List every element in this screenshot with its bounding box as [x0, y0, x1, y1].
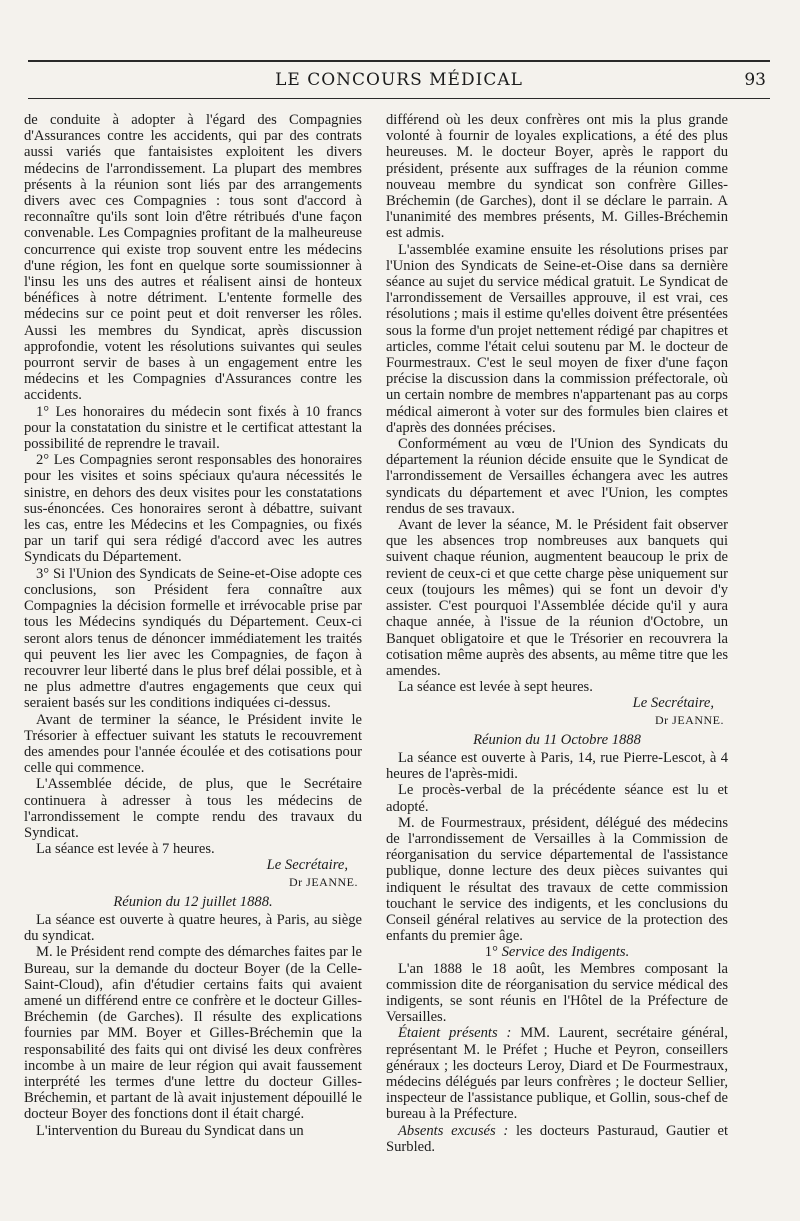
- paragraph: L'an 1888 le 18 août, les Membres composant la commission dite de réorganisation du service médical des indigents, se sont réunis en l'Hôtel de la Préfecture de Versailles.: [386, 960, 728, 1026]
- paragraph-lead: Étaient présents :: [398, 1025, 512, 1042]
- paragraph: différend où les deux confrères ont mis la plus grande volonté à fournir de loyales explications, a été des plus heureuses. M. le docteur Boyer, après le rapport du président, présente aux suffrages de la réunion comme nouveau membre du syndicat son confrère Gilles-Bréchemin (de Garches), dont il se déclare le parrain. A l'unanimité des membres présents, M. Gilles-Bréchemin est admis.: [386, 112, 728, 242]
- page-header: [28, 70, 770, 96]
- paragraph-lead: Absents excusés :: [398, 1122, 509, 1139]
- subsection-number: 1°: [484, 944, 498, 961]
- paragraph: La séance est levée à sept heures.: [398, 679, 593, 696]
- paragraph: L'intervention du Bureau du Syndicat dans un: [36, 1122, 304, 1139]
- left-column: [24, 112, 362, 1139]
- paragraph: M. le Président rend compte des démarches faites par le Bureau, sur la demande du docteur Boyer (de la Celle-Saint-Cloud), afin d'étudier certains faits qui avaient amené un différend entre ce confrère et le docteur Gilles-Bréchemin (de Garches). Il résulte des explications fournies par MM. Boyer et Gilles-Bréchemin que la responsabilité des faits qui ont divisé les deux confrères incombe à un maire de leur région qui avait faussement interprété les termes d'une lettre du docteur Gilles-Bréchemin, et partant de là avait injustement dépouillé le docteur Boyer des fonctions dont il était chargé.: [24, 944, 362, 1123]
- paragraph: L'assemblée examine ensuite les résolutions prises par l'Union des Syndicats de Seine-et-Oise dans sa dernière séance au sujet du service médical gratuit. Le Syndicat de l'arrondissement de Versailles approuve, il est vrai, ces résolutions ; mais il estime qu'elles doivent être présentées sous la forme d'un projet nettement rédigé par chapitres et articles, comme l'était celui soutenu par M. le docteur de Fourmestraux. C'est le seul moyen de fixer d'une façon précise la discussion dans la commission préfectorale, où un certain nombre de membres n'appartenant pas au corps médical aimeront à voter sur des formules bien claires et d'après des données précises.: [386, 241, 728, 436]
- signature-name: Dr JEANNE.: [655, 712, 724, 727]
- paragraph: La séance est ouverte à Paris, 14, rue Pierre-Lescot, à 4 heures de l'après-midi.: [386, 749, 728, 783]
- signature-name: Dr JEANNE.: [289, 874, 358, 889]
- right-column: [386, 112, 728, 1155]
- section-heading: Réunion du 12 juillet 1888.: [113, 893, 273, 910]
- paragraph: Avant de lever la séance, M. le Président fait observer que les absences trop nombreuses aux banquets qui suivent chaque réunion, augmentent beaucoup le prix de revient de ceux-ci et que cette charge pèse uniquement sur ceux (toujours les mêmes) qui se font un devoir d'y assister. C'est pourquoi l'Assemblée décide qu'il y aura chaque année, à l'issue de la réunion d'Octobre, un Banquet obligatoire et que le Trésorier en recouvrera la cotisation même auprès des absents, au même titre que les amendes.: [386, 517, 728, 679]
- paragraph: M. de Fourmestraux, président, délégué des médecins de l'arrondissement de Versailles à la Commission de réorganisation du service départemental de l'assistance publique, donne lecture des deux pièces suivantes qui indiquent le résultat des travaux de cette commission touchant le service des indigents, et les conclusions du Conseil général relatives au service de la protection des enfants du premier âge.: [386, 814, 728, 945]
- signature-title: Le Secrétaire,: [632, 695, 714, 712]
- top-rule: [28, 60, 770, 62]
- paragraph: 2° Les Compagnies seront responsables des honoraires pour les visites et soins spéciaux qu'aura nécessités le sinistre, en dehors des deux visites pour les constatations sus-énoncées. Ces honoraires seront à débattre, suivant les cas, entre les Médecins et les Compagnies, ou fixés par un tarif qui sera rédigé d'accord avec les autres Syndicats du Département.: [24, 452, 362, 566]
- paragraph: Conformément au vœu de l'Union des Syndicats du département la réunion décide ensuite que le Syndicat de l'arrondissement de Versailles échangera avec les autres syndicats du département et avec l'Union, les comptes rendus de ses travaux.: [386, 436, 728, 517]
- signature-title: Le Secrétaire,: [266, 857, 348, 874]
- paragraph: 1° Les honoraires du médecin sont fixés à 10 francs pour la constatation du sinistre et le certificat attestant la possibilité de reprendre le travail.: [24, 403, 362, 453]
- subsection-title: Service des Indigents.: [501, 944, 630, 961]
- paragraph: 3° Si l'Union des Syndicats de Seine-et-Oise adopte ces conclusions, son Président fera connaître aux Compagnies la décision formelle et irrévocable prise par tous les Médecins syndiqués du Département. Ceux-ci seront alors tenus de dénoncer immédiatement les traités qui peuvent les lier avec les Compagnies, de façon à recouvrer leur liberté dans le plus bref délai possible, et à ne plus admettre d'autres engagements que ceux qui seraient basés sur les conditions indiquées ci-dessus.: [24, 565, 362, 712]
- page-number: 93: [744, 70, 766, 90]
- paragraph: Le procès-verbal de la précédente séance est lu et adopté.: [386, 782, 728, 815]
- paragraph: L'Assemblée décide, de plus, que le Secrétaire continuera à adresser à tous les médecins de l'arrondissement le compte rendu des travaux du Syndicat.: [24, 776, 362, 841]
- paragraph: La séance est ouverte à quatre heures, à Paris, au siège du syndicat.: [24, 911, 362, 945]
- paragraph: La séance est levée à 7 heures.: [36, 841, 215, 858]
- paragraph-body: les docteurs Pasturaud, Gautier et Surbled.: [386, 1122, 728, 1155]
- subsection-heading: [386, 944, 728, 960]
- paragraph: [386, 1123, 728, 1155]
- running-head: LE CONCOURS MÉDICAL: [275, 70, 523, 90]
- paragraph: de conduite à adopter à l'égard des Compagnies d'Assurances contre les accidents, qui par des contrats aussi variés que fantaisistes exploitent les divers médecins de l'arrondissement. La plupart des membres présents à la réunion sont liés par des arrangements divers avec ces Compagnies : tous sont d'accord à reconnaître qu'ils sont loin d'être rétribués d'une façon convenable. Les Compagnies profitant de la malheureuse concurrence qui existe trop souvent entre les médecins d'une région, les font en quelque sorte soumissionner à l'insu les uns des autres et réalisent ainsi de honteux bénéfices à notre détriment. L'entente formelle des médecins sur ce point peut et doit renverser les rôles. Aussi les membres du Syndicat, après discussion approfondie, votent les résolutions suivantes qui seules pourront servir de bases à un engagement entre les médecins et les Compagnies d'Assurances contre les accidents.: [24, 112, 362, 404]
- section-heading: Réunion du 11 Octobre 1888: [473, 731, 641, 748]
- paragraph-body: MM. Laurent, secrétaire général, représentant M. le Préfet ; Huche et Peyron, conseillers généraux ; les docteurs Leroy, Diard et De Fourmestraux, médecins délégués par leurs confrères ; le docteur Sellier, inspecteur de l'assistance publique, et Gollin, sous-chef de bureau à la Préfecture.: [386, 1025, 728, 1123]
- paragraph: Avant de terminer la séance, le Président invite le Trésorier à effectuer suivant les statuts le recouvrement des amendes pour l'année écoulée et des cotisations pour celle qui commence.: [24, 711, 362, 777]
- paragraph: [386, 1025, 728, 1122]
- header-rule: [28, 98, 770, 99]
